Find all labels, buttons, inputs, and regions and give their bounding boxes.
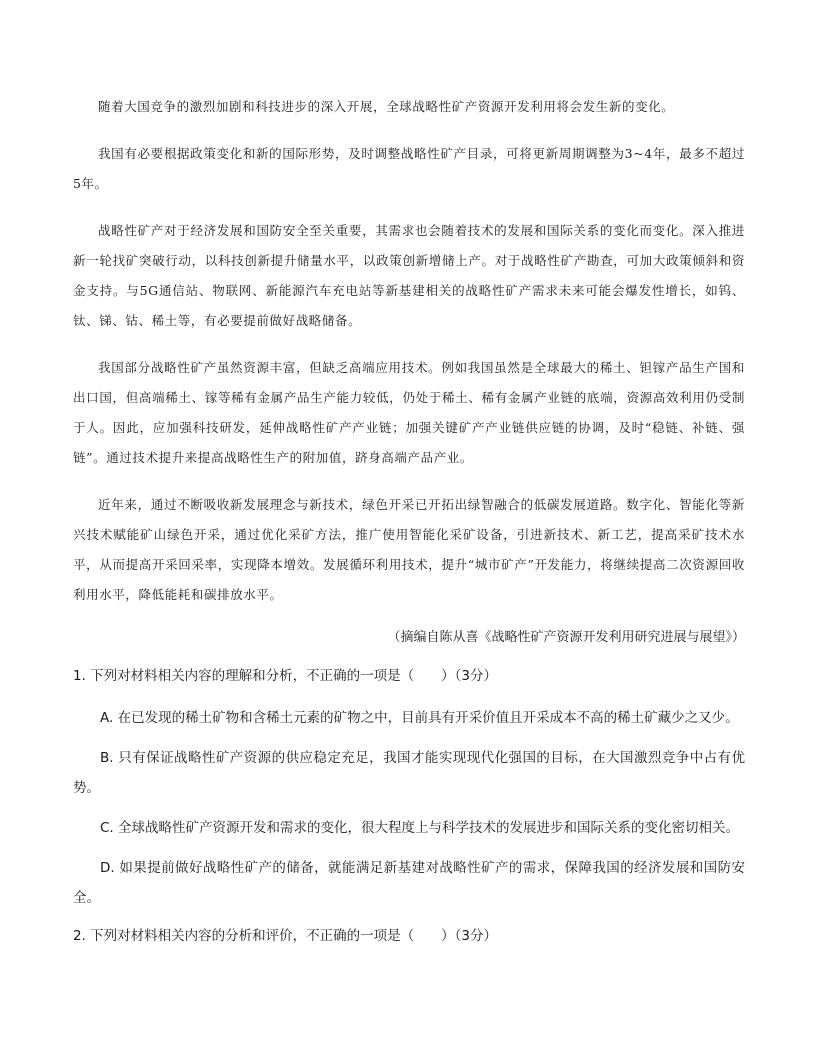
- passage-paragraph-4: 我国部分战略性矿产虽然资源丰富，但缺乏高端应用技术。例如我国虽然是全球最大的稀土、钽镓产品生产国和出口国，但高端稀土、镓等稀有金属产品生产能力较低，仍处于稀土、稀有金属产业链的底端，资源高效利用仍受制于人。因此，应加强科技研发，延伸战略性矿产产业链；加强关键矿产产业链供应链的协调，及时“稳链、补链、强链”。通过技术提升来提高战略性生产的附加值，跻身高端产品产业。: [73, 360, 745, 465]
- question-1: [73, 663, 745, 913]
- question-2: [73, 923, 745, 949]
- question-1-stem: 1. 下列对材料相关内容的理解和分析，不正确的一项是（ ）（3分）: [73, 668, 498, 684]
- passage-paragraph-1: 随着大国竞争的激烈加剧和科技进步的深入开展，全球战略性矿产资源开发利用将会发生新的变化。: [98, 99, 675, 114]
- question-1-option-a: A. 在已发现的稀土矿物和含稀土元素的矿物之中，目前具有开采价值且开采成本不高的稀土矿藏少之又少。: [100, 710, 739, 726]
- question-1-option-b: B. 只有保证战略性矿产资源的供应稳定充足，我国才能实现现代化强国的目标，在大国激烈竞争中占有优势。: [73, 750, 745, 796]
- passage-paragraph-2: 我国有必要根据政策变化和新的国际形势，及时调整战略性矿产目录，可将更新周期调整为3~4年，最多不超过5年。: [73, 146, 745, 191]
- question-2-stem: 2. 下列对材料相关内容的分析和评价，不正确的一项是（ ）（3分）: [73, 928, 498, 944]
- question-1-option-d: D. 如果提前做好战略性矿产的储备，就能满足新基建对战略性矿产的需求，保障我国的经济发展和国防安全。: [73, 860, 745, 906]
- passage-paragraph-5: 近年来，通过不断吸收新发展理念与新技术，绿色开采已开拓出绿智融合的低碳发展道路。数字化、智能化等新兴技术赋能矿山绿色开采，通过优化采矿方法，推广使用智能化采矿设备，引进新技术、新工艺，提高采矿技术水平，从而提高开采回采率，实现降本增效。发展循环利用技术，提升“城市矿产”开发能力，将继续提高二次资源回收利用水平，降低能耗和碳排放水平。: [73, 497, 745, 602]
- passage-paragraph-3: 战略性矿产对于经济发展和国防安全至关重要，其需求也会随着技术的发展和国际关系的变化而变化。深入推进新一轮找矿突破行动，以科技创新提升储量水平，以政策创新增储上产。对于战略性矿产勘查，可加大政策倾斜和资金支持。与5G通信站、物联网、新能源汽车充电站等新基建相关的战略性矿产需求未来可能会爆发性增长，如钨、钛、锑、钴、稀土等，有必要提前做好战略储备。: [73, 223, 745, 328]
- question-1-option-c: C. 全球战略性矿产资源开发和需求的变化，很大程度上与科学技术的发展进步和国际关系的变化密切相关。: [100, 820, 740, 836]
- document-page: [73, 88, 745, 963]
- source-citation: （摘编自陈从喜《战略性矿产资源开发利用研究进展与展望》）: [387, 630, 745, 645]
- reading-passage: [73, 92, 745, 610]
